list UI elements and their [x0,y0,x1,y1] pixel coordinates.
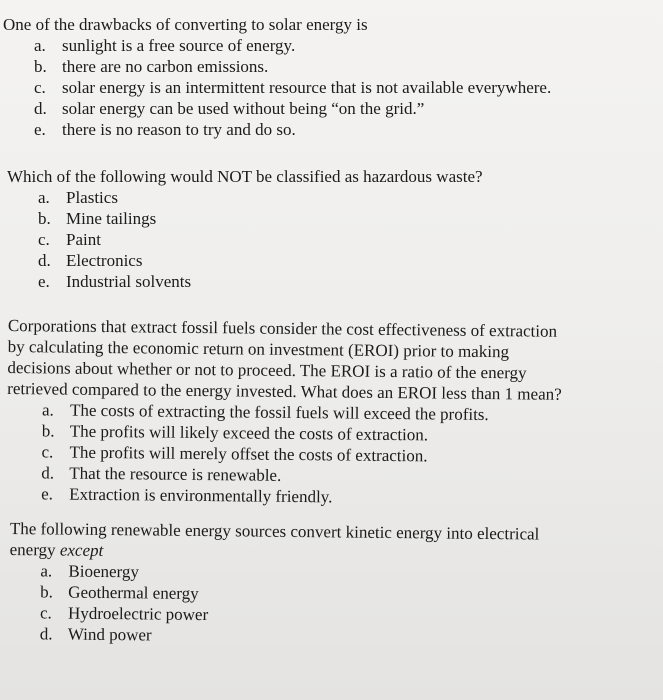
option-text: That the resource is renewable. [69,463,282,485]
option-text: The profits will likely exceed the costs of extraction. [69,421,429,445]
option-text: solar energy can be used without being “on the grid.” [62,99,425,118]
option-text: Plastics [66,188,118,207]
answer-options [40,560,539,649]
option-letter: b. [40,582,54,602]
answer-option-c [38,229,483,250]
option-text: Electronics [66,251,143,270]
question-stem-line-2: by calculating the economic return on investment (EROI) prior to making [7,336,510,362]
answer-option-a [38,187,483,208]
answer-option-e [38,271,483,292]
option-letter: e. [34,120,46,139]
question-stem-line-4: retrieved compared to the energy invested. What does an EROI less than 1 mean? [7,378,562,404]
option-letter: a. [34,36,46,55]
question-stem-line-3: decisions about whether or not to proceed. The EROI is a ratio of the energy [7,357,527,383]
question-stem-line-1: The following renewable energy sources convert kinetic energy into electrical [9,518,540,544]
option-letter: b. [38,209,51,228]
answer-option-a [34,35,551,56]
option-text: there is no reason to try and do so. [62,120,296,139]
answer-option-c [34,77,551,98]
question-stem: Which of the following would NOT be classified as hazardous waste? [7,167,483,186]
question-1 [3,14,551,140]
option-letter: c. [41,442,54,462]
option-text: The costs of extracting the fossil fuels will exceed the profits. [69,400,489,425]
option-text: Mine tailings [66,209,157,228]
option-letter: c. [38,230,50,249]
option-letter: a. [38,188,50,207]
stem-emphasis: except [59,540,104,560]
option-text: Bioenergy [68,561,140,582]
option-letter: e. [41,484,54,504]
answer-option-d [40,623,539,649]
option-text: Geothermal energy [68,582,199,603]
question-4 [9,518,540,650]
option-text: Paint [66,230,101,249]
option-letter: a. [40,561,53,581]
option-text: The profits will merely offset the costs of extraction. [69,442,428,466]
answer-option-d [38,250,483,271]
option-text: there are no carbon emissions. [62,57,269,76]
answer-options [38,187,483,292]
option-letter: d. [34,99,47,118]
option-letter: d. [41,463,55,483]
option-letter: c. [34,78,46,97]
option-text: solar energy is an intermittent resource that is not available everywhere. [62,78,552,97]
answer-option-b [38,208,483,229]
option-text: Industrial solvents [66,272,192,291]
option-letter: d. [38,251,51,270]
answer-options [41,399,562,509]
answer-option-b [34,56,551,77]
question-stem: One of the drawbacks of converting to solar energy is [3,15,368,34]
question-stem-line-1: Corporations that extract fossil fuels consider the cost effectiveness of extraction [7,315,558,341]
stem-text: energy [9,539,56,560]
answer-option-e [34,119,551,140]
option-letter: a. [41,400,54,420]
option-letter: d. [39,624,53,644]
question-3 [6,315,562,510]
option-text: Wind power [67,624,152,645]
option-text: Extraction is environmentally friendly. [69,484,333,507]
option-letter: c. [39,603,52,623]
answer-option-e [41,483,561,509]
option-text: Hydroelectric power [67,603,209,625]
option-letter: b. [41,421,55,441]
answer-options [34,35,551,140]
option-letter: e. [38,272,50,291]
option-letter: b. [34,57,47,76]
option-text: sunlight is a free source of energy. [62,36,296,55]
question-2 [7,166,483,292]
answer-option-d [34,98,551,119]
